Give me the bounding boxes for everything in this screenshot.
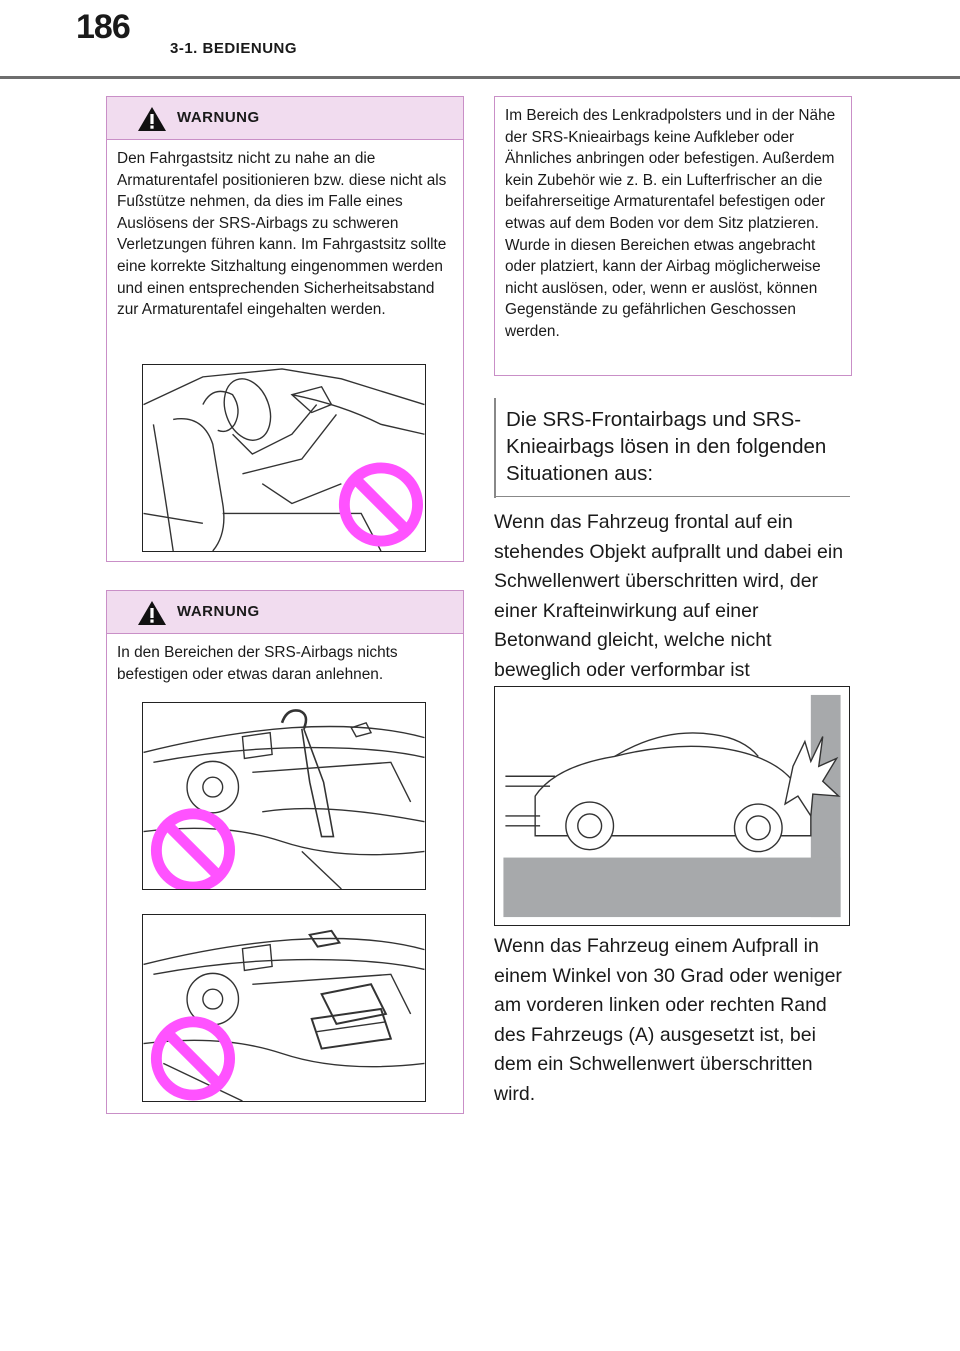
note-text: Im Bereich des Lenkradpolsters und in der Nähe der SRS-Knieairbags keine Aufkleber oder Ähnliches anbringen oder befestigen. Außerdem kein Zubehör wie z. B. ein Lufterfrischer an die beifahrerseitige Armaturentafel befestigen oder etwas auf dem Boden vor dem Sitz platzieren. Wurde in diesen Bereichen etwas angebracht oder platziert, kann der Airbag möglicherweise nicht auslösen, oder, wenn er auslöst, können Gegenstände zu gefährlichen Geschossen werden. [505,107,836,340]
page-number: 186 [76,8,130,46]
section-title: 3-1. BEDIENUNG [170,40,298,57]
paragraph-frontal-impact: Wenn das Fahrzeug frontal auf ein stehendes Objekt aufprallt und dabei ein Schwellenwert überschritten wird, der einer Krafteinwirkung auf einer Betonwand gleicht, welche nicht beweglich oder verformbar ist [494,511,844,681]
prohibition-sign-icon [156,1022,229,1095]
prohibition-sign-icon [156,814,229,887]
heading-rule [494,496,850,497]
warning-header [107,97,463,140]
header-rule [0,76,960,79]
warning-triangle-icon [137,600,167,626]
warning-label: WARNUNG [177,603,260,620]
figure-objects-on-console [142,914,426,1102]
warning-header [107,591,463,634]
figure-umbrella-on-console [142,702,426,890]
heading-bar [494,398,496,498]
paragraph-angled-impact: Wenn das Fahrzeug einem Aufprall in einem Winkel von 30 Grad oder weniger am vorderen linken oder rechten Rand des Fahrzeugs (A) ausgesetzt ist, bei dem ein Schwellenwert überschritten wird. [494,935,842,1105]
prohibition-sign-icon [344,468,417,541]
heading-text: Die SRS-Frontairbags und SRS-Knieairbags lösen in den folgenden Situationen aus: [506,408,827,485]
warning-label: WARNUNG [177,109,260,126]
warning-text: Den Fahrgastsitz nicht zu nahe an die Armaturentafel positionieren bzw. diese nicht als Fußstütze nehmen, da dies im Falle eines Auslösens der SRS-Airbags zu schweren Verletzungen führen kann. Im Fahrgastsitz sollte eine korrekte Sitzhaltung eingenommen werden und einen entsprechenden Sicherheitsabstand zur Armaturentafel eingehalten werden. [117,150,447,319]
figure-car-hits-wall [494,686,850,926]
warning-triangle-icon [137,106,167,132]
subsection-heading [494,398,850,498]
figure-feet-on-dashboard [142,364,426,552]
note-box-continuation [494,96,852,376]
warning-text: In den Bereichen der SRS-Airbags nichts befestigen oder etwas daran anlehnen. [117,644,398,683]
